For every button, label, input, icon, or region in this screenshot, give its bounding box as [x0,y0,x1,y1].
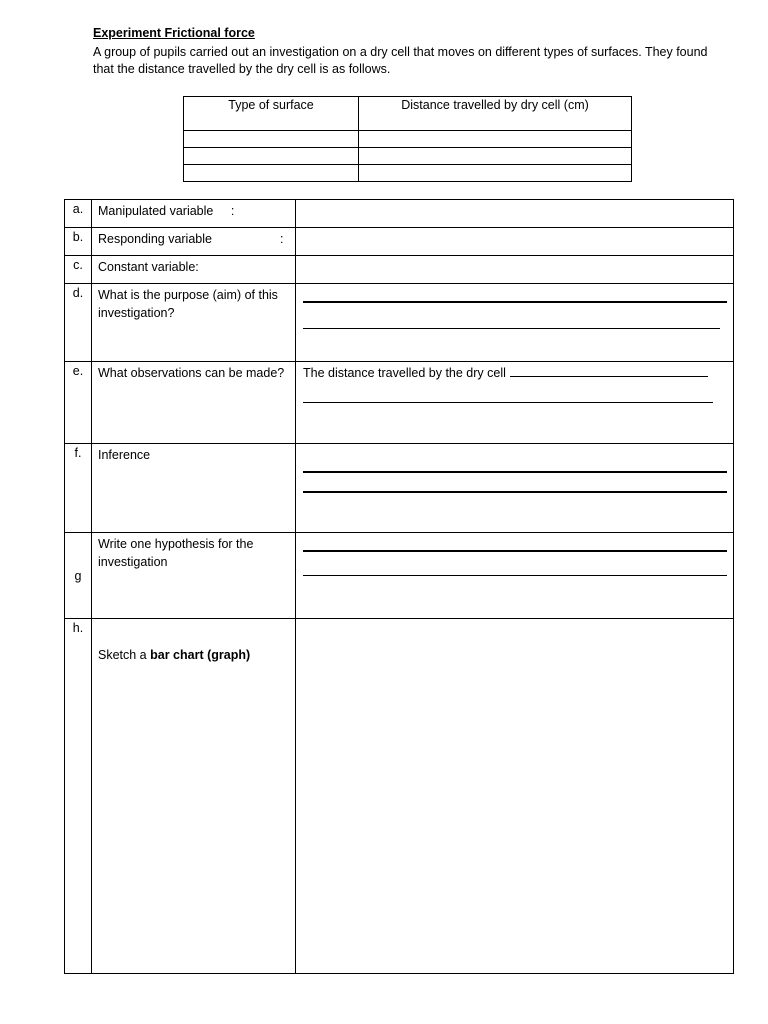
answer-line [303,471,727,473]
answer-line [303,402,713,403]
question-letter: h. [65,619,92,974]
question-row-f [65,444,734,533]
question-row-g [65,533,734,619]
answer-cell-d[interactable] [296,284,734,362]
table-cell[interactable] [184,148,359,165]
question-letter: g [65,533,92,619]
answer-line [303,301,727,303]
observation-sentence [303,364,708,382]
question-text: What observations can be made? [92,362,296,444]
bar-chart-sketch-area[interactable] [296,619,734,974]
question-row-c [65,256,734,284]
answer-line [303,491,727,493]
answer-cell-g[interactable] [296,533,734,619]
table-header-row [184,97,632,131]
question-row-h [65,619,734,974]
question-letter: c. [65,256,92,284]
question-letter: b. [65,228,92,256]
question-text: Write one hypothesis for the investigation [92,533,296,619]
answer-line [303,328,720,329]
question-letter: a. [65,200,92,228]
table-row [184,148,632,165]
table-cell[interactable] [184,165,359,182]
table-row [184,131,632,148]
table-row [184,165,632,182]
answer-cell-e[interactable] [296,362,734,444]
answer-line [303,575,727,576]
question-row-e [65,362,734,444]
question-label: Sketch a [98,648,151,662]
question-letter: f. [65,444,92,533]
answer-cell-c[interactable] [296,256,734,284]
answer-blank [510,364,708,377]
document-title: Experiment Frictional force [93,26,255,40]
column-header-surface: Type of surface [184,97,359,131]
question-table [64,199,734,974]
table-cell[interactable] [359,148,632,165]
question-text: What is the purpose (aim) of this investigation? [92,284,296,362]
question-letter: e. [65,362,92,444]
question-row-d [65,284,734,362]
question-colon: : [280,232,284,246]
question-label: Manipulated variable [98,204,214,218]
answer-cell-a[interactable] [296,200,734,228]
answer-cell-b[interactable] [296,228,734,256]
table-cell[interactable] [359,131,632,148]
question-label: Responding variable [98,232,212,246]
question-text [92,200,296,228]
question-text: Inference [92,444,296,533]
question-text: Constant variable: [92,256,296,284]
question-row-b [65,228,734,256]
intro-paragraph: A group of pupils carried out an investigation on a dry cell that moves on different types of surfaces. They found that the distance travelled by the dry cell is as follows. [93,45,708,76]
observation-prefix: The distance travelled by the dry cell [303,366,506,380]
table-cell[interactable] [359,165,632,182]
answer-cell-f[interactable] [296,444,734,533]
question-colon: : [230,204,235,218]
question-row-a [65,200,734,228]
surface-distance-table [183,96,632,182]
question-text [92,619,296,974]
question-label-bold: bar chart (graph) [150,648,251,662]
table-cell[interactable] [184,131,359,148]
column-header-distance: Distance travelled by dry cell (cm) [359,97,632,131]
answer-line [303,550,727,552]
question-text [92,228,296,256]
question-letter: d. [65,284,92,362]
